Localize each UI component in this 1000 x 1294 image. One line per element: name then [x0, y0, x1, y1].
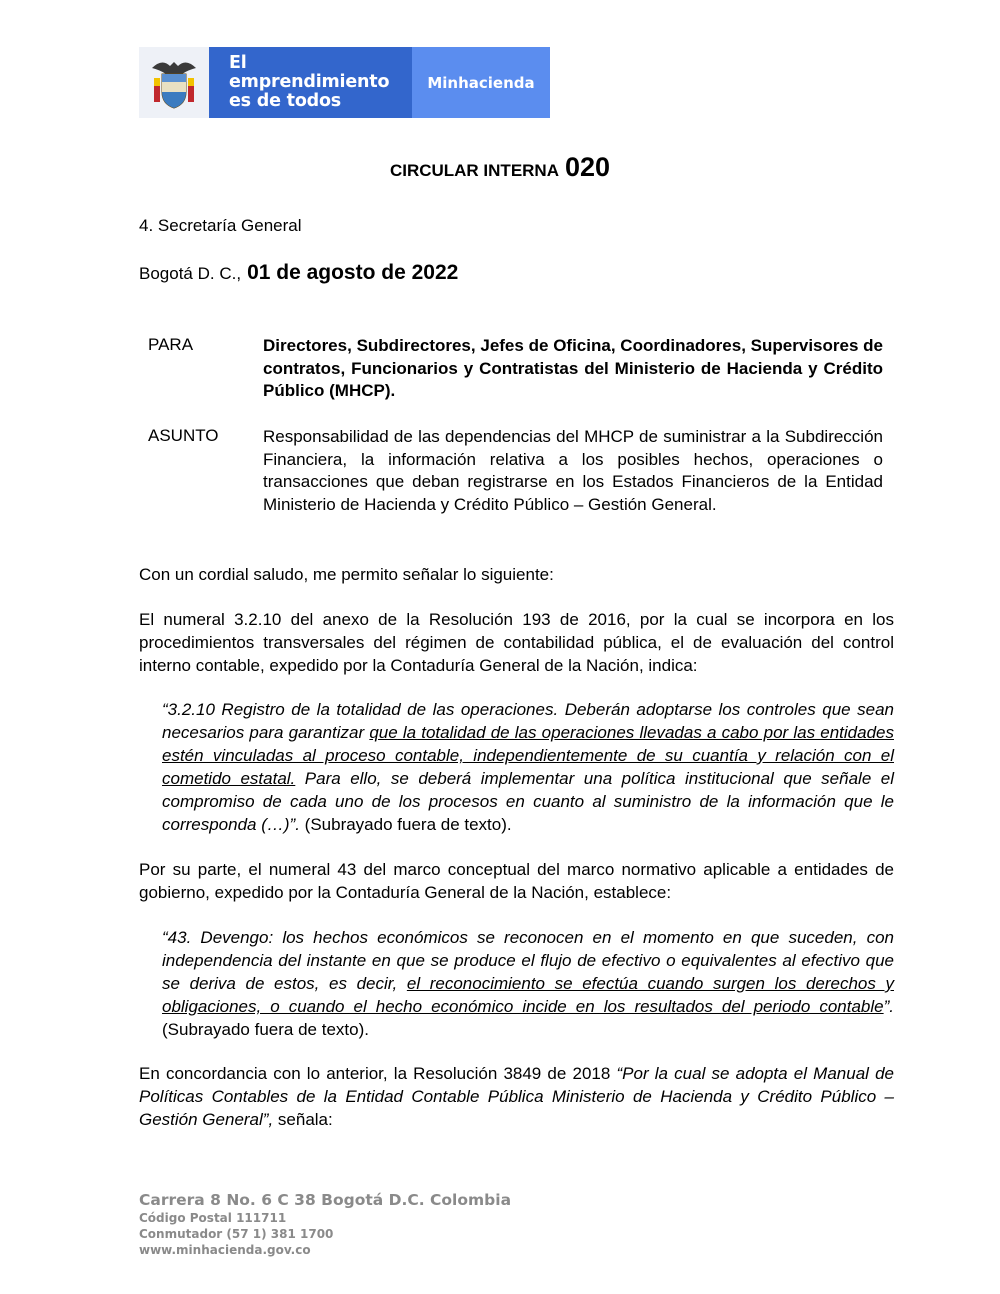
quote1-text-a: “3.2.10 Registro de la totalidad de las operaciones. Deberán adoptarse los controles que sean necesarios para garantizar: [162, 700, 894, 742]
paragraph-resolution-3849: [139, 1062, 894, 1131]
para-label: PARA: [148, 335, 194, 354]
quote-3-2-10: [162, 698, 894, 836]
footer-postal: Código Postal 111711: [139, 1211, 287, 1225]
department: 4. Secretaría General: [139, 216, 302, 235]
para3-text-a: En concordancia con lo anterior, la Resolución 3849 de 2018: [139, 1064, 617, 1083]
quote-43-devengo: [162, 926, 894, 1041]
quote2-note: (Subrayado fuera de texto).: [162, 1020, 369, 1039]
footer-phone: Conmutador (57 1) 381 1700: [139, 1227, 334, 1241]
para3-italic: “Por la cual se adopta el Manual de Políticas Contables de la Entidad Contable Pública Ministerio de Hacienda y Crédito Público – Gestión General”,: [139, 1064, 894, 1129]
circular-number: 020: [564, 152, 611, 182]
greeting: Con un cordial saludo, me permito señalar lo siguiente:: [139, 565, 554, 584]
title-label: CIRCULAR INTERNA: [389, 161, 559, 180]
paragraph-resolution-193: El numeral 3.2.10 del anexo de la Resolución 193 de 2016, por la cual se incorpora en los procedimientos transversales del régimen de contabilidad pública, el de evaluación del control interno contable, expedido por la Contaduría General de la Nación, indica:: [139, 610, 894, 675]
asunto-text: Responsabilidad de las dependencias del MHCP de suministrar a la Subdirección Financiera, la información relativa a los posibles hechos, operaciones o transacciones que deban registrarse en los Estados Financieros de la Entidad Ministerio de Hacienda y Crédito Público – Gestión General.: [263, 427, 883, 514]
quote2-text-b: ”.: [883, 997, 894, 1016]
header-banner: [139, 47, 550, 118]
date: 01 de agosto de 2022: [247, 261, 459, 284]
footer: [139, 1190, 511, 1258]
footer-web[interactable]: www.minhacienda.gov.co: [139, 1243, 311, 1257]
para3-text-b: señala:: [273, 1110, 333, 1129]
place: Bogotá D. C.,: [139, 264, 242, 283]
document-title: [0, 152, 1000, 183]
quote2-text-a: “43. Devengo: los hechos económicos se reconocen en el momento en que suceden, con independencia del instante en que se produce el flujo de efectivo o equivalentes al efectivo que se deriva de estos, es decir,: [162, 928, 894, 993]
ministry-name: Minhacienda: [427, 73, 535, 92]
footer-address: Carrera 8 No. 6 C 38 Bogotá D.C. Colombia: [139, 1191, 512, 1209]
place-date: [139, 261, 894, 285]
quote1-text-b: Para ello, se deberá implementar una política institucional que señale el compromiso de cada uno de los procesos en cuanto al suministro de la información que le corresponda (…)”.: [162, 769, 895, 834]
para-recipients: Directores, Subdirectores, Jefes de Oficina, Coordinadores, Supervisores de contratos, Funcionarios y Contratistas del Ministerio de Hacienda y Crédito Público (MHCP).: [263, 336, 883, 400]
coat-of-arms-logo: [139, 47, 209, 118]
ministry-block: [412, 47, 550, 118]
slogan-block: [209, 47, 412, 118]
asunto-label: ASUNTO: [148, 426, 219, 445]
quote1-note: (Subrayado fuera de texto).: [299, 815, 512, 834]
paragraph-numeral-43: Por su parte, el numeral 43 del marco conceptual del marco normativo aplicable a entidades de gobierno, expedido por la Contaduría General de la Nación, establece:: [139, 860, 894, 902]
slogan-line-1: El emprendimiento: [229, 53, 390, 92]
slogan-line-2: es de todos: [229, 91, 342, 111]
quote1-underlined: que la totalidad de las operaciones llevadas a cabo por las entidades estén vinculadas al proceso contable, independientemente de su cuantía y relación con el cometido estatal.: [162, 723, 894, 788]
quote2-underlined: el reconocimiento se efectúa cuando surgen los derechos y obligaciones, o cuando el hecho económico incide en los resultados del periodo contable: [162, 974, 894, 1016]
